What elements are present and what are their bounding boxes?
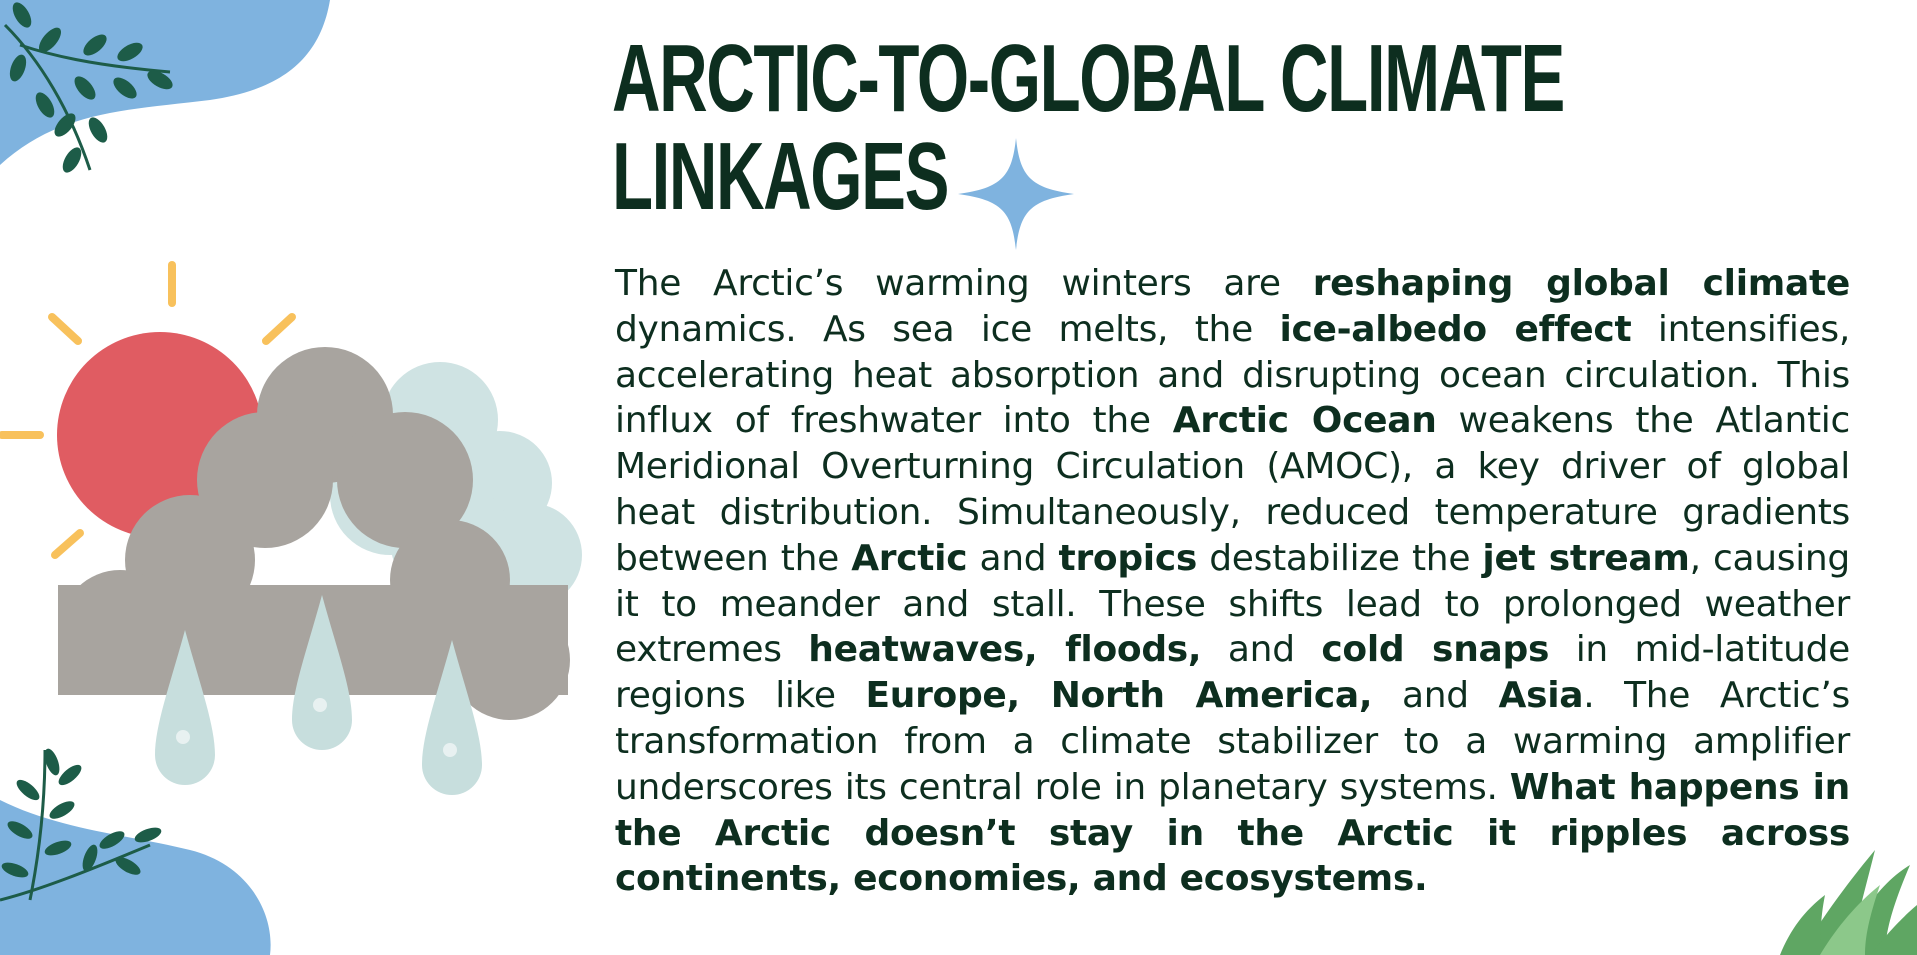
bold-segment: Asia xyxy=(1498,675,1584,717)
text-segment: . The Arctic’s transformation from a climate stabilizer to a warming amplifier underscores its central role in planetary systems. xyxy=(615,675,1850,808)
bold-segment: heatwaves, floods, xyxy=(808,629,1202,671)
bold-segment: Arctic Ocean xyxy=(1172,400,1437,442)
bold-segment: ice-albedo effect xyxy=(1279,308,1632,350)
bold-segment: cold snaps xyxy=(1321,629,1550,671)
bold-segment: Europe, North America, xyxy=(865,675,1373,717)
text-segment: dynamics. As sea ice melts, the xyxy=(615,308,1280,350)
title-line-1: ARCTIC-TO-GLOBAL CLIMATE xyxy=(612,25,1564,132)
bold-segment: reshaping global climate xyxy=(1312,263,1850,304)
bold-segment: jet stream xyxy=(1482,537,1690,579)
title-line-2: LINKAGES xyxy=(612,123,949,230)
top-left-leaf-decoration xyxy=(0,0,340,200)
text-segment: The Arctic’s warming winters are xyxy=(615,263,1313,304)
sun-cloud-rain-icon xyxy=(0,255,600,795)
text-segment: intensifies, accelerating heat absorption and disrupting ocean circulation. This influx of freshwater into the xyxy=(615,308,1850,442)
bold-segment: Arctic xyxy=(851,537,968,579)
text-segment: destabilize the xyxy=(1197,537,1483,579)
text-segment: in mid-latitude regions like xyxy=(615,629,1850,717)
body-paragraph xyxy=(615,261,1850,902)
text-segment: and xyxy=(1372,675,1499,717)
bottom-left-leaf-decoration xyxy=(0,740,290,955)
text-segment: and xyxy=(1201,629,1322,671)
text-segment: weakens the Atlantic Meridional Overturning Circulation (AMOC), a key driver of global heat distribution. Simultaneously, reduced temperature gradients between the xyxy=(615,400,1851,579)
page-title xyxy=(612,25,1564,230)
bold-segment: What happens in the Arctic doesn’t stay in the Arctic it ripples across continents, economies, and ecosystems. xyxy=(615,766,1850,900)
bold-segment: tropics xyxy=(1058,537,1198,579)
text-segment: , causing it to meander and stall. These shifts lead to prolonged weather extremes xyxy=(615,537,1850,671)
text-segment: and xyxy=(967,537,1059,579)
